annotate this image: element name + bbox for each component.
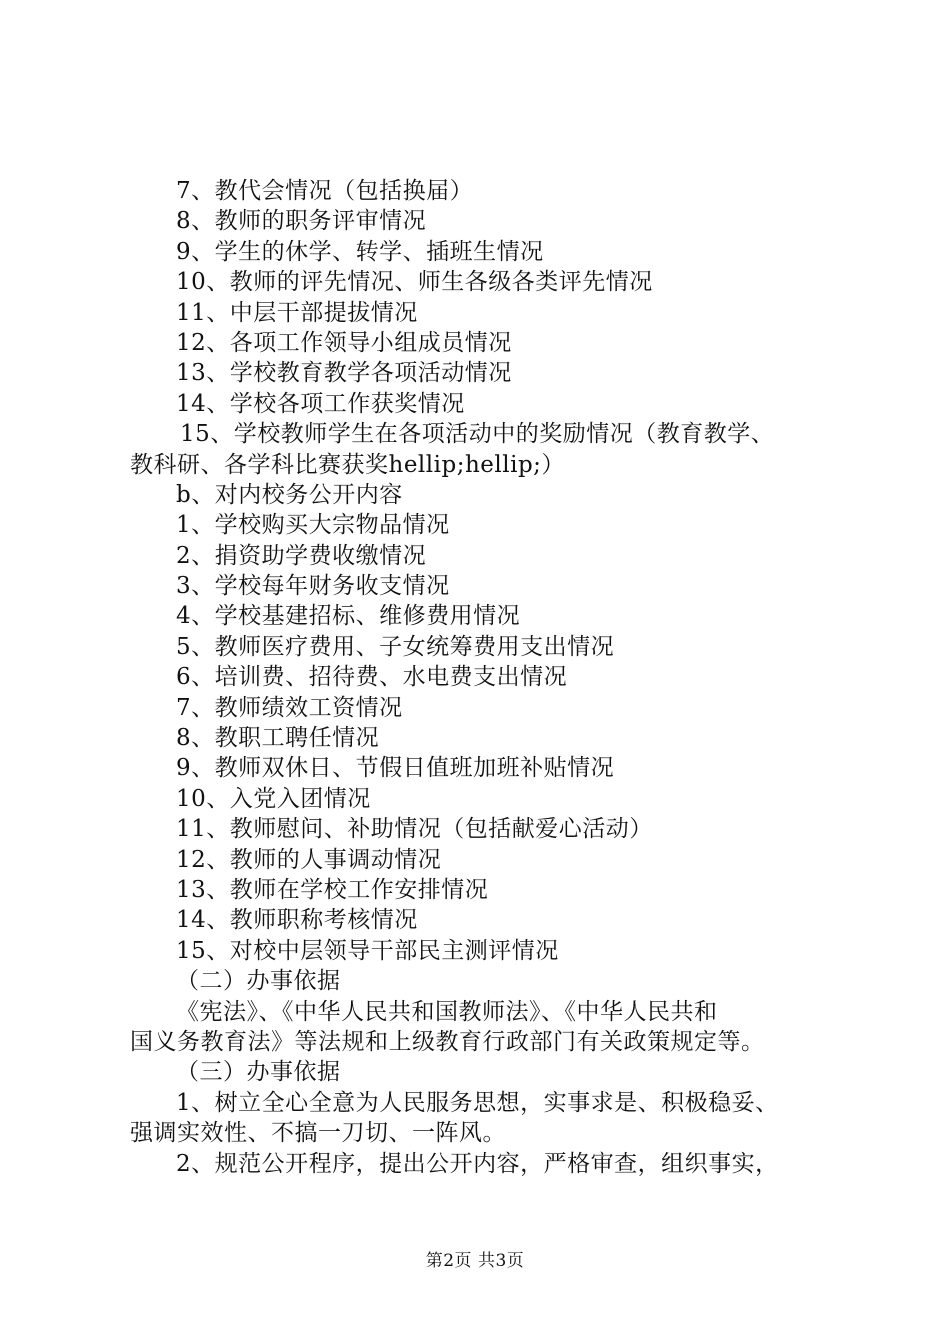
text-line: 9、学生的休学、转学、插班生情况	[176, 238, 544, 265]
text-line: 8、教职工聘任情况	[176, 725, 380, 752]
text-line: 11、教师慰问、补助情况（包括献爱心活动）	[176, 816, 653, 843]
text-line: 强调实效性、不搞一刀切、一阵风。	[130, 1120, 506, 1147]
text-line: 14、教师职称考核情况	[176, 907, 418, 934]
text-line: 国义务教育法》等法规和上级教育行政部门有关政策规定等。	[130, 1028, 765, 1055]
text-line: 12、教师的人事调动情况	[176, 846, 442, 873]
text-line: 9、教师双休日、节假日值班加班补贴情况	[176, 755, 615, 782]
text-line: 6、培训费、招待费、水电费支出情况	[176, 664, 568, 691]
page-number-footer: 第2页 共3页	[425, 1251, 525, 1271]
text-line: 2、规范公开程序，提出公开内容，严格审查，组织事实，	[176, 1150, 779, 1177]
text-line: 1、树立全心全意为人民服务思想，实事求是、积极稳妥、	[176, 1089, 779, 1116]
text-line: 10、教师的评先情况、师生各级各类评先情况	[176, 269, 653, 296]
section-heading: （三）办事依据	[176, 1059, 341, 1086]
text-line: 10、入党入团情况	[176, 785, 371, 812]
text-line: 11、中层干部提拔情况	[176, 299, 418, 326]
text-line: 7、教师绩效工资情况	[176, 694, 403, 721]
text-line: 15、对校中层领导干部民主测评情况	[176, 937, 559, 964]
text-line: 8、教师的职务评审情况	[176, 208, 427, 235]
text-line: 4、学校基建招标、维修费用情况	[176, 603, 521, 630]
text-line: 7、教代会情况（包括换届）	[176, 178, 474, 204]
text-line: 5、教师医疗费用、子女统筹费用支出情况	[176, 633, 615, 660]
text-line: 15、学校教师学生在各项活动中的奖励情况（教育教学、	[180, 421, 775, 448]
text-line: 教科研、各学科比赛获奖hellip;hellip;）	[130, 451, 565, 478]
section-heading: （二）办事依据	[176, 968, 341, 995]
text-line: 13、学校教育教学各项活动情况	[176, 360, 512, 387]
text-line: 2、捐资助学费收缴情况	[176, 542, 427, 569]
text-line: 14、学校各项工作获奖情况	[176, 390, 465, 417]
text-line: 3、学校每年财务收支情况	[176, 573, 450, 600]
section-heading: b、对内校务公开内容	[176, 481, 403, 508]
text-line: 12、各项工作领导小组成员情况	[176, 329, 512, 356]
text-line: 13、教师在学校工作安排情况	[176, 876, 489, 903]
document-body	[130, 176, 840, 1179]
text-line: 《宪法》、《中华人民共和国教师法》、《中华人民共和	[176, 998, 718, 1025]
text-line: 1、学校购买大宗物品情况	[176, 512, 450, 539]
